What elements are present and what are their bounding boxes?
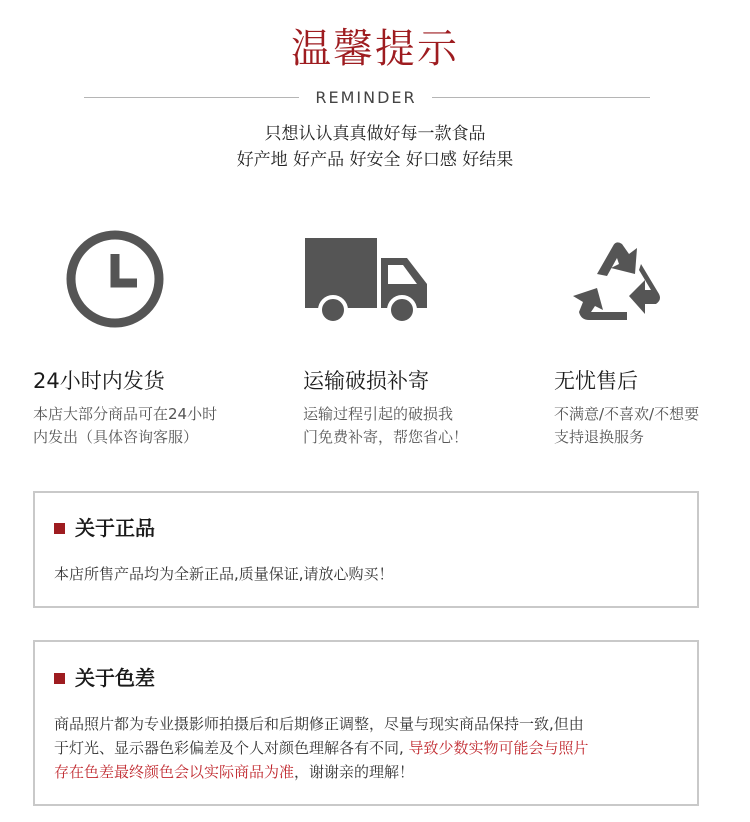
truck-icon [303, 236, 429, 328]
color-diff-line-3 [54, 760, 682, 784]
slogan-line-2: 好产地 好产品 好安全 好口感 好结果 [236, 150, 514, 170]
page-title: 温馨提示 [291, 26, 459, 72]
color-diff-line-2-highlight: 导致少数实物可能会与照片 [408, 739, 589, 757]
feature-title-damage: 运输破损补寄 [303, 369, 429, 393]
feature-desc-damage-2: 门免费补寄，帮您省心！ [303, 428, 469, 446]
color-diff-line-3-highlight: 存在色差最终颜色会以实际商品为准 [54, 763, 295, 781]
feature-desc-aftersale-1: 不满意/不喜欢/不想要 [554, 405, 700, 423]
authentic-box [33, 491, 699, 608]
title-marker [54, 523, 65, 534]
title-marker [54, 673, 65, 684]
color-diff-title: 关于色差 [75, 666, 155, 690]
authentic-body: 本店所售产品均为全新正品,质量保证,请放心购买！ [54, 565, 394, 583]
feature-title-aftersale: 无忧售后 [554, 369, 638, 393]
divider-left [84, 97, 299, 98]
slogan-line-1: 只想认认真真做好每一款食品 [264, 124, 486, 144]
color-diff-line-3-normal: ，谢谢亲的理解！ [294, 763, 415, 781]
color-diff-line-2-normal: 于灯光、显示器色彩偏差及个人对颜色理解各有不同, [54, 739, 409, 757]
divider-right [432, 97, 650, 98]
color-diff-body [54, 712, 682, 784]
authentic-title: 关于正品 [75, 516, 155, 540]
feature-desc-shipping-2: 内发出（具体咨询客服） [33, 428, 199, 446]
feature-desc-damage-1: 运输过程引起的破损我 [303, 405, 454, 423]
page-subtitle: REMINDER [315, 88, 417, 107]
feature-title-shipping: 24小时内发货 [33, 369, 165, 393]
recycle-icon [567, 234, 665, 330]
feature-desc-shipping-1: 本店大部分商品可在24小时 [33, 405, 218, 423]
color-diff-line-1: 商品照片都为专业摄影师拍摄后和后期修正调整，尽量与现实商品保持一致,但由 [54, 715, 584, 733]
feature-desc-aftersale-2: 支持退换服务 [554, 428, 645, 446]
clock-icon [64, 228, 166, 330]
color-diff-box [33, 640, 699, 806]
color-diff-line-2 [54, 736, 682, 760]
